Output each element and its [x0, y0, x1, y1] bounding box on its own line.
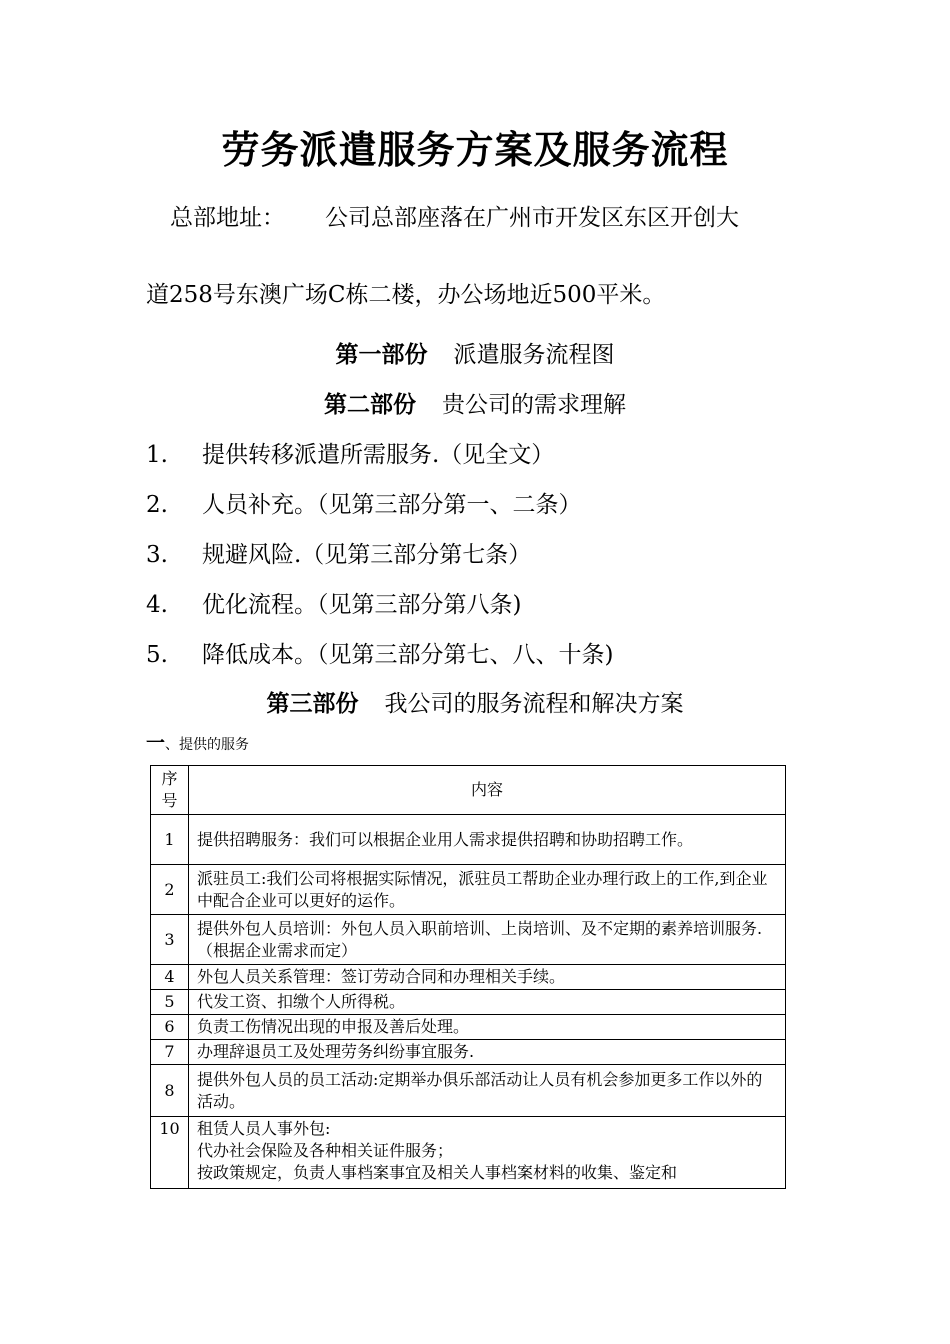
- table-row: [151, 990, 786, 1015]
- section-heading-services: [146, 732, 249, 756]
- row-content: [189, 1040, 786, 1065]
- row-content-line: 外包人员关系管理：签订劳动合同和办理相关手续。: [197, 967, 566, 986]
- requirement-number: 4.: [146, 592, 168, 618]
- table-row: [151, 965, 786, 990]
- header-content-cell: 内容: [189, 766, 786, 815]
- row-content: [189, 990, 786, 1015]
- table-row: [151, 1015, 786, 1040]
- part-label: 第二部份: [324, 391, 416, 418]
- table-row: [151, 815, 786, 865]
- row-content-line: 代发工资、扣缴个人所得税。: [197, 992, 406, 1011]
- requirement-text: 提供转移派遣所需服务.（见全文）: [202, 442, 555, 468]
- header-no-cell: [151, 766, 189, 815]
- header-no-line: 号: [161, 791, 178, 810]
- requirement-item: [146, 487, 582, 523]
- row-content-line: 提供外包人员的员工活动:定期举办俱乐部活动让人员有机会参加更多工作以外的活动。: [197, 1069, 763, 1111]
- section-number: 一: [146, 732, 166, 754]
- row-number: 7: [151, 1040, 189, 1065]
- row-content: [189, 1015, 786, 1040]
- requirement-text: 优化流程。（见第三部分第八条): [202, 592, 522, 618]
- row-content: [189, 1065, 786, 1117]
- row-content-line: 提供外包人员培训：外包人员入职前培训、上岗培训、及不定期的素养培训服务.（根据企业需求而定）: [197, 918, 763, 960]
- requirement-text: 规避风险.（见第三部分第七条）: [202, 542, 532, 568]
- requirement-item: [146, 537, 531, 573]
- requirement-number: 1.: [146, 442, 168, 468]
- table-header-row: [151, 766, 786, 815]
- requirement-item: [146, 637, 613, 673]
- address-line-1: [170, 200, 739, 236]
- row-content: [189, 915, 786, 965]
- address-label: 总部地址：: [170, 205, 285, 231]
- row-number: 4: [151, 965, 189, 990]
- row-content-line: 负责工伤情况出现的申报及善后处理。: [197, 1017, 470, 1036]
- row-content: [189, 1117, 786, 1189]
- services-table: [150, 765, 786, 1189]
- requirement-item: [146, 437, 554, 473]
- row-number: 5: [151, 990, 189, 1015]
- row-number: 6: [151, 1015, 189, 1040]
- row-number: 10: [151, 1117, 189, 1189]
- address-line-2: 道258号东澳广场C栋二楼，办公场地近500平米。: [146, 282, 666, 308]
- row-content-line: 代办社会保险及各种相关证件服务；: [197, 1141, 454, 1160]
- table-row: [151, 865, 786, 915]
- row-content-line: 按政策规定，负责人事档案事宜及相关人事档案材料的收集、鉴定和: [197, 1163, 678, 1182]
- row-content-line: 派驻员工:我们公司将根据实际情况，派驻员工帮助企业办理行政上的工作,到企业中配合企业可以更好的运作。: [197, 868, 768, 910]
- header-no-line: 序: [161, 769, 178, 788]
- requirement-number: 5.: [146, 642, 168, 668]
- requirement-number: 3.: [146, 542, 168, 568]
- row-content: [189, 965, 786, 990]
- requirement-number: 2.: [146, 492, 168, 518]
- table-row: [151, 1040, 786, 1065]
- requirement-item: [146, 587, 521, 623]
- row-number: 1: [151, 815, 189, 865]
- document-title: 劳务派遣服务方案及服务流程: [221, 127, 729, 172]
- requirement-text: 人员补充。（见第三部分第一、二条）: [202, 492, 582, 518]
- part-text: 我公司的服务流程和解决方案: [384, 691, 684, 717]
- table-row: [151, 915, 786, 965]
- row-number: 8: [151, 1065, 189, 1117]
- row-number: 3: [151, 915, 189, 965]
- table-row: [151, 1065, 786, 1117]
- table-row: [151, 1117, 786, 1189]
- part-text: 贵公司的需求理解: [442, 392, 626, 418]
- part-heading-2: [0, 387, 950, 423]
- address-text-1: 公司总部座落在广州市开发区东区开创大: [325, 205, 739, 231]
- part-text: 派遣服务流程图: [453, 342, 615, 368]
- part-heading-3: [0, 686, 950, 722]
- part-label: 第三部份: [266, 690, 359, 717]
- row-number: 2: [151, 865, 189, 915]
- requirement-text: 降低成本。（见第三部分第七、八、十条): [202, 642, 614, 668]
- row-content: [189, 815, 786, 865]
- row-content-line: 提供招聘服务：我们可以根据企业用人需求提供招聘和协助招聘工作。: [197, 829, 694, 849]
- row-content: [189, 865, 786, 915]
- row-content-line: 办理辞退员工及处理劳务纠纷事宜服务.: [197, 1042, 475, 1061]
- part-heading-1: [0, 337, 950, 373]
- section-title: 、提供的服务: [165, 737, 250, 753]
- row-content-line: 租赁人员人事外包:: [197, 1119, 331, 1138]
- part-label: 第一部份: [335, 341, 428, 368]
